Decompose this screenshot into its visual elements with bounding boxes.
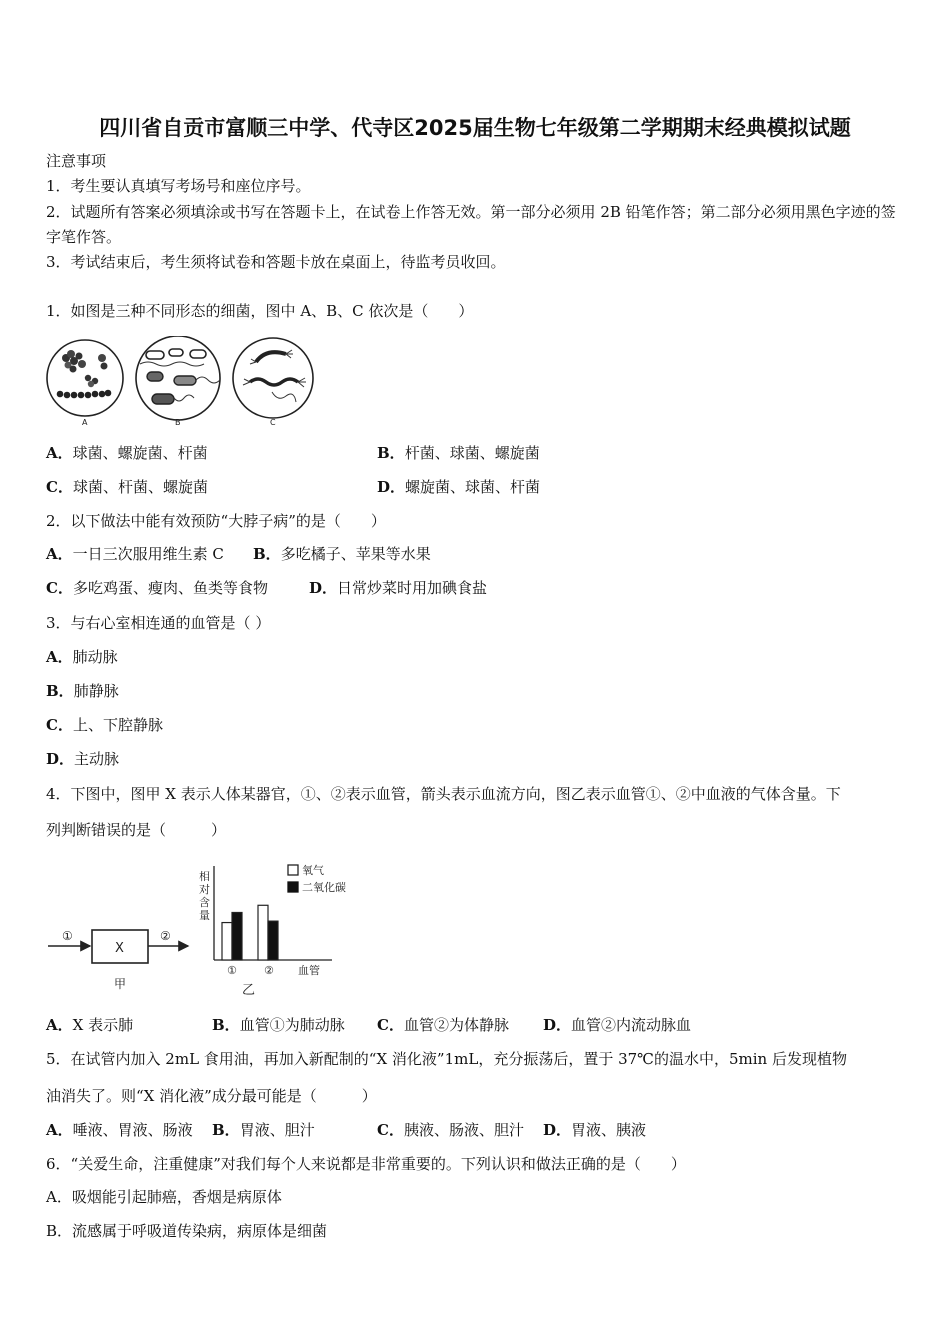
organ-diagram [44,920,204,1000]
q4-option-d: D．血管②内流动脉血 [543,1016,692,1034]
y-axis-label-char: 相 [199,870,210,883]
y-axis-label-char: 量 [199,909,210,922]
q4-option-c: C．血管②为体静脉 [377,1016,509,1034]
legend-co2: 二氧化碳 [302,881,346,894]
question-4-stem-line1: 4．下图中，图甲 X 表示人体某器官，①、②表示血管，箭头表示血流方向，图乙表示血管①、②中血液的气体含量。下 [46,785,841,803]
figure-label-c: C [270,418,276,427]
vessel-2-label: ② [160,929,171,943]
legend-oxygen: 氧气 [302,864,324,877]
question-4-stem-line2: 列判断错误的是（ ） [46,821,227,839]
q2-option-d: D．日常炒菜时用加碘食盐 [309,579,488,597]
legend-oxygen-swatch [288,865,298,875]
q1-option-c: C．球菌、杆菌、螺旋菌 [46,478,208,496]
bar-oxygen-vessel-1 [222,923,232,960]
question-5-stem-line1: 5．在试管内加入 2mL 食用油，再加入新配制的“X 消化液”1mL，充分振荡后，置于 37℃的温水中，5min 后发现植物 [46,1050,847,1068]
bar-co2-vessel-2 [268,921,278,960]
caption-yi: 乙 [242,983,256,998]
q2-option-a: A．一日三次服用维生素 C [46,545,224,563]
figure-label-a: A [82,418,88,427]
question-6-stem: 6．“关爱生命，注重健康”对我们每个人来说都是非常重要的。下列认识和做法正确的是（ ） [46,1155,686,1173]
q3-option-b: B．肺静脉 [46,682,119,700]
q3-option-a: A．肺动脉 [46,648,118,666]
x-tick-label: ① [227,964,237,977]
vessel-1-label: ① [62,929,73,943]
question-1-stem: 1．如图是三种不同形态的细菌，图中 A、B、C 依次是（ ） [46,302,474,320]
legend-co2-swatch [288,882,298,892]
y-axis-label-char: 含 [199,896,210,909]
q3-option-d: D．主动脉 [46,750,120,768]
q5-option-b: B．胃液、胆汁 [212,1121,315,1139]
question-3-stem: 3．与右心室相连通的血管是（ ） [46,614,271,632]
q2-option-c: C．多吃鸡蛋、瘦肉、鱼类等食物 [46,579,268,597]
notice-item: 3．考试结束后，考生须将试卷和答题卡放在桌面上，待监考员收回。 [46,253,506,271]
page-title: 四川省自贡市富顺三中学、代寺区2025届生物七年级第二学期期末经典模拟试题 [99,116,851,140]
q6-option-b: B．流感属于呼吸道传染病，病原体是细菌 [46,1222,328,1240]
q5-option-d: D．胃液、胰液 [543,1121,647,1139]
figure-label-b: B [175,418,181,427]
question-5-stem-line2: 油消失了。则“X 消化液”成分最可能是（ ） [46,1087,377,1105]
organ-x-label: X [115,941,124,956]
x-axis-label: 血管 [298,964,320,977]
q5-option-a: A．唾液、胃液、肠液 [46,1121,193,1139]
q4-option-a: A．X 表示肺 [46,1016,134,1034]
notice-heading: 注意事项 [46,152,107,170]
q1-option-a: A．球菌、螺旋菌、杆菌 [46,444,208,462]
question-2-stem: 2．以下做法中能有效预防“大脖子病”的是（ ） [46,512,386,530]
caption-jia: 甲 [114,977,127,991]
notice-item: 1．考生要认真填写考场号和座位序号。 [46,177,311,195]
coccus-panel-a [47,340,123,416]
spirillum-panel-c [233,338,313,418]
q1-option-b: B．杆菌、球菌、螺旋菌 [377,444,540,462]
bar-oxygen-vessel-2 [258,905,268,960]
q2-option-b: B．多吃橘子、苹果等水果 [253,545,431,563]
q5-option-c: C．胰液、肠液、胆汁 [377,1121,524,1139]
x-tick-label: ② [264,964,274,977]
y-axis-label-char: 对 [199,883,210,896]
notice-item: 2．试题所有答案必须填涂或书写在答题卡上，在试卷上作答无效。第一部分必须用 2B 铅笔作答；第二部分必须用黑色字迹的签字笔作答。 [46,203,896,246]
bacillus-panel-b [136,336,220,420]
q3-option-c: C．上、下腔静脉 [46,716,163,734]
y-axis-label-group [199,869,210,922]
bacteria-figure [44,336,334,428]
q6-option-a: A．吸烟能引起肺癌，香烟是病原体 [46,1188,282,1206]
q1-option-d: D．螺旋菌、球菌、杆菌 [377,478,541,496]
bar-co2-vessel-1 [232,912,242,960]
gas-content-chart [196,860,366,1000]
q4-option-b: B．血管①为肺动脉 [212,1016,345,1034]
